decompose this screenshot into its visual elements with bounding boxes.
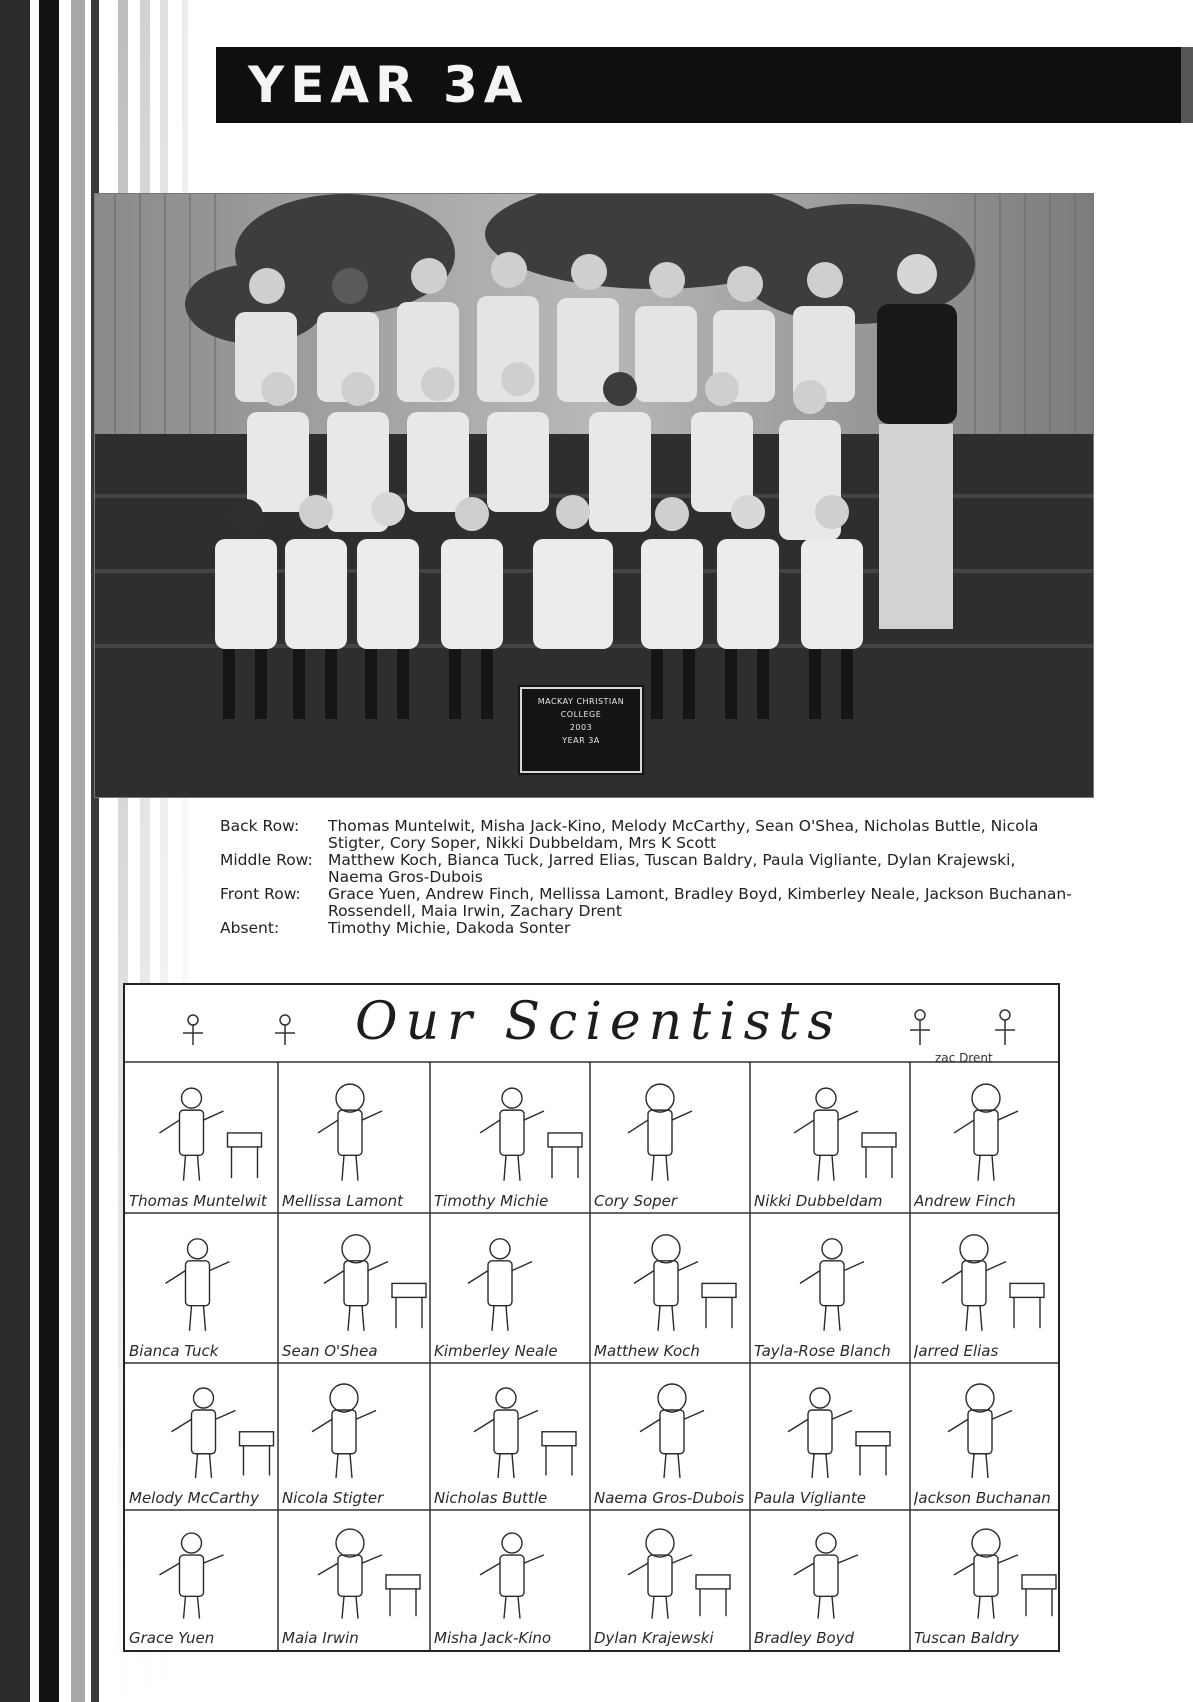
student-drawing <box>278 1363 430 1488</box>
scientist-name: Nicola Stigter <box>282 1489 384 1507</box>
caption-row-front <box>220 886 1090 920</box>
student-drawing <box>278 1062 430 1191</box>
caption-row-back <box>220 818 1090 852</box>
student-drawing <box>750 1213 910 1341</box>
caption-label: Absent: <box>220 919 280 937</box>
scientist-name: Nikki Dubbeldam <box>754 1192 883 1210</box>
plaque-line: YEAR 3A <box>562 736 600 745</box>
drawing-sheet-heading: Our Scientists <box>355 992 842 1052</box>
scientists-drawing-sheet <box>123 983 1060 1652</box>
student-drawing <box>430 1363 590 1488</box>
scientist-name: Paula Vigliante <box>754 1489 866 1507</box>
student-drawing <box>590 1363 750 1488</box>
names-caption <box>220 818 1090 937</box>
caption-line: Matthew Koch, Bianca Tuck, Jarred Elias, Tuscan Baldry, Paula Vigliante, Dylan Krajewski, <box>328 851 1016 869</box>
caption-names <box>328 886 1090 920</box>
caption-label: Back Row: <box>220 817 300 835</box>
teacher <box>877 254 957 629</box>
student-drawing <box>278 1510 430 1628</box>
scientist-name: Bianca Tuck <box>129 1342 219 1360</box>
student-drawing <box>750 1062 910 1191</box>
scientist-name: Misha Jack-Kino <box>434 1629 552 1647</box>
scientist-name: Bradley Boyd <box>754 1629 855 1647</box>
decorative-stripe <box>30 0 39 1702</box>
student-drawing <box>910 1062 1058 1191</box>
scientist-name: Tayla-Rose Blanch <box>754 1342 891 1360</box>
banner-edge <box>1181 47 1193 123</box>
student-drawing <box>125 1510 278 1628</box>
caption-label: Middle Row: <box>220 851 313 869</box>
scientist-name: Tuscan Baldry <box>914 1629 1019 1647</box>
plaque-line: 2003 <box>569 723 593 732</box>
student-drawing <box>750 1363 910 1488</box>
scientist-name: Cory Soper <box>594 1192 678 1210</box>
scientist-name: Timothy Michie <box>434 1192 549 1210</box>
caption-names <box>328 920 1090 937</box>
student-drawing <box>430 1213 590 1341</box>
scientist-name: Nicholas Buttle <box>434 1489 548 1507</box>
student-drawing <box>125 1062 278 1191</box>
scientist-name: Jackson Buchanan <box>914 1489 1051 1507</box>
caption-names <box>328 818 1090 852</box>
caption-line: Stigter, Cory Soper, Nikki Dubbeldam, Mrs K Scott <box>328 834 717 852</box>
student-drawing <box>910 1510 1058 1628</box>
plaque-line: MACKAY CHRISTIAN <box>537 697 625 706</box>
scientist-name: Jarred Elias <box>914 1342 999 1360</box>
student-drawing <box>278 1213 430 1341</box>
scientist-name: Dylan Krajewski <box>594 1629 714 1647</box>
scientist-name: Melody McCarthy <box>129 1489 259 1507</box>
scientist-name: Matthew Koch <box>594 1342 700 1360</box>
scientist-name: Kimberley Neale <box>434 1342 558 1360</box>
caption-line: Thomas Muntelwit, Misha Jack-Kino, Melody McCarthy, Sean O'Shea, Nicholas Buttle, Nicola <box>328 817 1039 835</box>
student-drawing <box>125 1213 278 1341</box>
caption-line: Grace Yuen, Andrew Finch, Mellissa Lamont, Bradley Boyd, Kimberley Neale, Jackson Buchanan- <box>328 885 1072 903</box>
student-drawing <box>590 1510 750 1628</box>
scientist-name: Grace Yuen <box>129 1629 215 1647</box>
caption-line: Naema Gros-Dubois <box>328 868 483 886</box>
page-title: YEAR 3A <box>248 56 529 114</box>
student-drawing <box>910 1363 1058 1488</box>
student-drawing <box>910 1213 1058 1341</box>
caption-row-absent <box>220 920 1090 937</box>
student-drawing <box>750 1510 910 1628</box>
scientist-name: Sean O'Shea <box>282 1342 378 1360</box>
student-drawing <box>590 1062 750 1191</box>
class-photo <box>94 193 1094 798</box>
photo-plaque <box>520 687 642 773</box>
caption-names <box>328 852 1090 886</box>
student-drawing <box>590 1213 750 1341</box>
corner-name: zac Drent <box>935 1051 993 1065</box>
decorative-stripe <box>59 0 71 1702</box>
caption-line: Timothy Michie, Dakoda Sonter <box>328 919 571 937</box>
caption-label: Front Row: <box>220 885 301 903</box>
caption-line: Rossendell, Maia Irwin, Zachary Drent <box>328 902 622 920</box>
scientist-name: Thomas Muntelwit <box>129 1192 267 1210</box>
title-banner <box>216 47 1193 123</box>
plaque-line: COLLEGE <box>560 710 602 719</box>
student-drawing <box>125 1363 278 1488</box>
decorative-stripe <box>71 0 85 1702</box>
caption-row-middle <box>220 852 1090 886</box>
scientist-name: Andrew Finch <box>914 1192 1016 1210</box>
scientist-name: Naema Gros-Dubois <box>594 1489 745 1507</box>
student-drawing <box>430 1510 590 1628</box>
scientist-name: Mellissa Lamont <box>282 1192 403 1210</box>
scientist-name: Maia Irwin <box>282 1629 359 1647</box>
student-drawing <box>430 1062 590 1191</box>
decorative-stripe <box>0 0 30 1702</box>
decorative-stripe <box>39 0 59 1702</box>
